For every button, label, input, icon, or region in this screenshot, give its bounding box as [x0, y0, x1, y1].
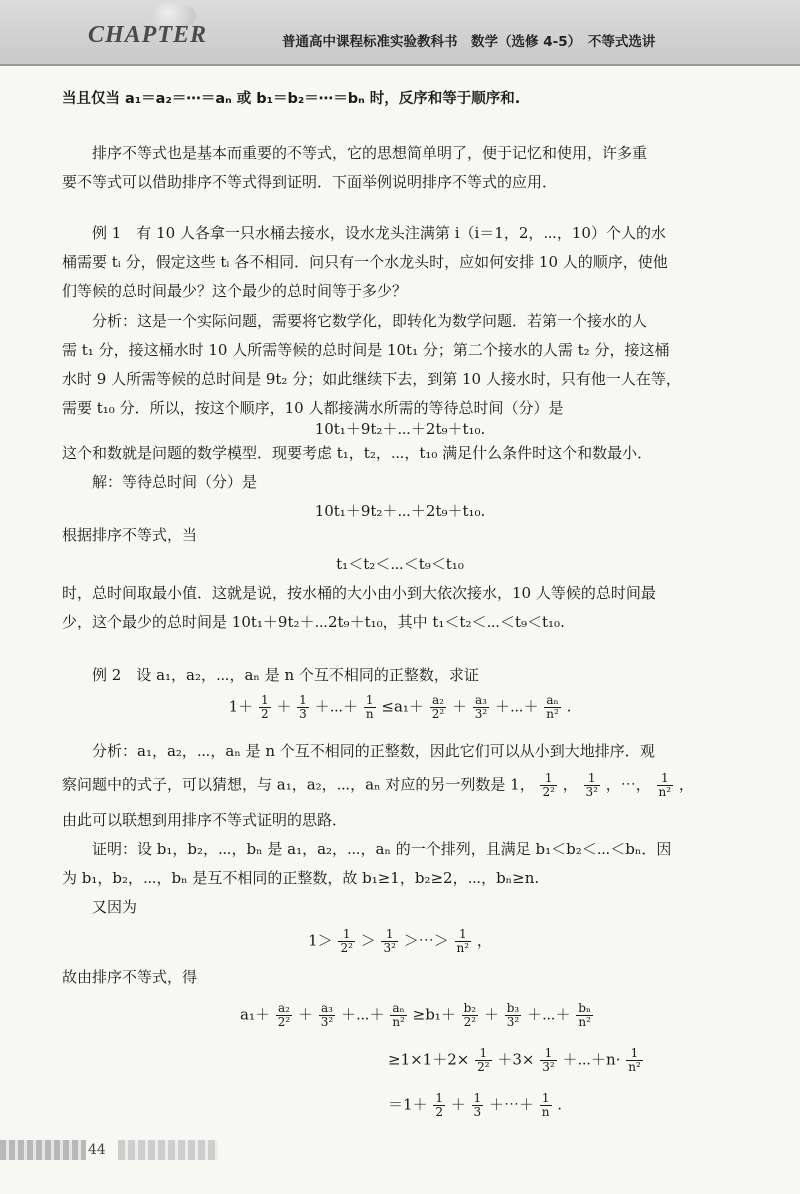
- fraction: $\frac{1}{\text{3²}}$: [542, 1046, 555, 1074]
- fraction: $\frac{1}{\text{n²}}$: [628, 1046, 641, 1074]
- math: ＋⋯＋n·: [562, 1050, 621, 1069]
- fraction: $\frac{1}{\text{2²}}$: [542, 771, 555, 799]
- text-line: 需要 t₁₀ 分．所以，按这个顺序，10 人都接满水所需的等待总时间（分）是: [62, 399, 564, 417]
- text-line: 水时 9 人所需等候的总时间是 9t₂ 分；如此继续下去，到第 10 人接水时，只有他一人在等，: [62, 370, 681, 388]
- math: ＋⋯＋: [314, 697, 359, 716]
- fraction: $\frac{1}{\text{3²}}$: [383, 927, 396, 955]
- text-line: 要不等式可以借助排序不等式得到证明．下面举例说明排序不等式的应用．: [62, 173, 558, 191]
- formula: 10t₁＋9t₂＋⋯＋2t₉＋t₁₀.: [314, 502, 486, 520]
- math: ≥b₁＋: [412, 1005, 456, 1024]
- text-line: 解：等待总时间（分）是: [92, 473, 258, 491]
- fraction: $\frac{1}{3}$: [299, 693, 307, 721]
- formula-proof-line3: [388, 1092, 800, 1119]
- fraction: $\frac{\text{aₙ}}{\text{n²}}$: [546, 693, 559, 721]
- fraction: $\frac{1}{\text{n²}}$: [658, 771, 672, 799]
- formula-example2: [0, 694, 800, 721]
- text-line: 需 t₁ 分，接这桶水时 10 人所需等候的总时间是 10t₁ 分；第二个接水的人需 t₂ 分，接这桶: [62, 341, 670, 359]
- text-line: 又因为: [92, 898, 138, 916]
- math: ＋: [483, 1005, 499, 1024]
- text-line: 根据排序不等式，当: [62, 526, 198, 544]
- book-title: 普通高中课程标准实验教科书 数学（选修 4-5） 不等式选讲: [282, 34, 656, 50]
- text: 察问题中的式子，可以猜想，与 a₁，a₂，⋯，aₙ 对应的另一列数是 1，: [62, 775, 535, 794]
- text-line: 由此可以联想到用排序不等式证明的思路．: [62, 811, 348, 829]
- math: ，: [562, 775, 578, 794]
- formula: t₁＜t₂＜⋯＜t₉＜t₁₀: [336, 555, 464, 573]
- fraction: $\frac{1}{2}$: [260, 693, 269, 721]
- fraction: $\frac{1}{\text{2²}}$: [477, 1046, 490, 1074]
- page-number: 44: [88, 1142, 106, 1158]
- text-line: 排序不等式也是基本而重要的不等式，它的思想简单明了，便于记忆和使用，许多重: [92, 144, 648, 162]
- math: ＋: [297, 1005, 313, 1024]
- fraction: $\frac{\text{a₃}}{\text{3²}}$: [474, 693, 488, 721]
- text-line: 例 2 设 a₁，a₂，⋯，aₙ 是 n 个互不相同的正整数，求证: [92, 666, 479, 684]
- math: ＋: [276, 697, 292, 716]
- footer-decoration: [0, 1140, 86, 1160]
- text-line: 故由排序不等式，得: [62, 968, 198, 986]
- fraction: $\frac{\text{aₙ}}{\text{n²}}$: [392, 1001, 405, 1029]
- fraction: $\frac{1}{3}$: [473, 1091, 482, 1119]
- math: ，: [678, 775, 694, 794]
- fraction: $\frac{\text{b₃}}{\text{3²}}$: [506, 1001, 520, 1029]
- math: ，: [476, 931, 492, 950]
- formula-proof-line2: [388, 1047, 800, 1074]
- math: ＋⋯＋: [488, 1095, 534, 1114]
- math: ＋⋯＋: [494, 697, 539, 716]
- math: .: [557, 1095, 563, 1114]
- math: .: [566, 697, 572, 716]
- math: ，⋯，: [605, 775, 651, 794]
- math: ≥1×1＋2×: [388, 1050, 470, 1069]
- page-header: [0, 0, 800, 66]
- math: ＋3×: [497, 1050, 535, 1069]
- text-line: 当且仅当 a₁＝a₂＝⋯＝aₙ 或 b₁＝b₂＝⋯＝bₙ 时，反序和等于顺序和.: [62, 91, 521, 107]
- fraction: $\frac{1}{\text{2²}}$: [340, 927, 353, 955]
- chapter-label: CHAPTER: [88, 22, 208, 48]
- math: ＝1＋: [388, 1095, 428, 1114]
- formula-proof-line1: [240, 1002, 800, 1029]
- formula-inequality: [0, 928, 800, 955]
- fraction: $\frac{\text{bₙ}}{\text{n²}}$: [578, 1001, 592, 1029]
- text-line-with-fractions: [62, 772, 742, 799]
- math: a₁＋: [240, 1005, 270, 1024]
- fraction: $\frac{\text{a₂}}{\text{2²}}$: [431, 693, 445, 721]
- text-line: 这个和数就是问题的数学模型．现要考虑 t₁，t₂，⋯，t₁₀ 满足什么条件时这个和数最小．: [62, 444, 653, 462]
- fraction: $\frac{\text{b₂}}{\text{2²}}$: [463, 1001, 477, 1029]
- text-line: 分析：a₁，a₂，⋯，aₙ 是 n 个互不相同的正整数，因此它们可以从小到大地排序．观: [92, 742, 655, 760]
- math: 1＋: [228, 697, 254, 716]
- text-line: 桶需要 tᵢ 分，假定这些 tᵢ 各不相同．问只有一个水龙头时，应如何安排 10 人的顺序，使他: [62, 253, 668, 271]
- math: ＋: [450, 1095, 466, 1114]
- text-line: 例 1 有 10 人各拿一只水桶去接水，设水龙头注满第 i（i＝1，2，⋯，10）个人的水: [92, 224, 666, 242]
- fraction: $\frac{1}{n}$: [541, 1091, 550, 1119]
- text-line: 们等候的总时间最少？这个最少的总时间等于多少？: [62, 282, 408, 300]
- fraction: $\frac{1}{\text{3²}}$: [585, 771, 598, 799]
- math: ≤a₁＋: [381, 697, 424, 716]
- text-line: 少，这个最少的总时间是 10t₁＋9t₂＋⋯2t₉＋t₁₀，其中 t₁＜t₂＜⋯＜t₉＜t₁₀.: [62, 613, 565, 631]
- math: ＋⋯＋: [341, 1005, 385, 1024]
- math: 1＞: [308, 931, 333, 950]
- text-line: 为 b₁，b₂，⋯，bₙ 是互不相同的正整数，故 b₁≥1，b₂≥2，⋯，bₙ≥n.: [62, 869, 540, 887]
- formula: 10t₁＋9t₂＋⋯＋2t₉＋t₁₀.: [314, 420, 486, 438]
- math: ＞⋯＞: [403, 931, 449, 950]
- fraction: $\frac{\text{a₃}}{\text{3²}}$: [320, 1001, 334, 1029]
- math: ＞: [360, 931, 376, 950]
- fraction: $\frac{\text{a₂}}{\text{2²}}$: [277, 1001, 291, 1029]
- fraction: $\frac{1}{n}$: [365, 693, 374, 721]
- footer-decoration: [118, 1140, 218, 1160]
- fraction: $\frac{1}{2}$: [435, 1091, 443, 1119]
- math: ＋⋯＋: [526, 1005, 571, 1024]
- text-line: 分析：这是一个实际问题，需要将它数学化，即转化为数学问题．若第一个接水的人: [92, 312, 648, 330]
- math: ＋: [451, 697, 467, 716]
- text-line: 时，总时间取最小值．这就是说，按水桶的大小由小到大依次接水，10 人等候的总时间最: [62, 584, 656, 602]
- text-line: 证明：设 b₁，b₂，⋯，bₙ 是 a₁，a₂，⋯，aₙ 的一个排列，且满足 b₁＜b₂＜⋯＜bₙ．因: [92, 840, 672, 858]
- fraction: $\frac{1}{\text{n²}}$: [456, 927, 470, 955]
